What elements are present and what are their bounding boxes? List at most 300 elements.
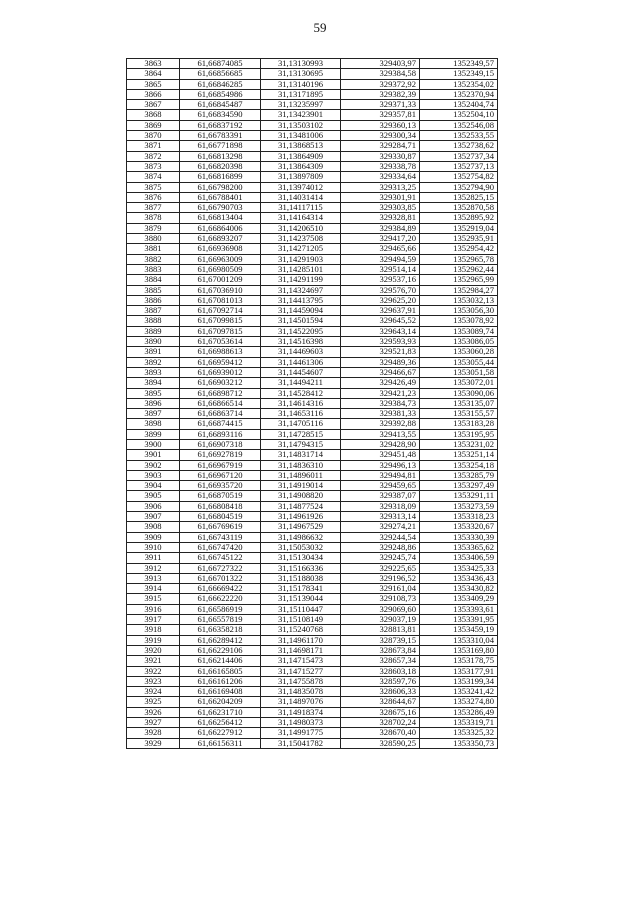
x-coordinate-cell: 329161,04 — [341, 584, 420, 594]
latitude-cell: 61,66820398 — [180, 161, 261, 171]
table-row — [127, 306, 498, 316]
y-coordinate-cell: 1353090,06 — [420, 388, 498, 398]
x-coordinate-cell: 328644,67 — [341, 697, 420, 707]
x-coordinate-cell: 328606,33 — [341, 687, 420, 697]
x-coordinate-cell: 329421,23 — [341, 388, 420, 398]
longitude-cell: 31,13503102 — [261, 120, 341, 130]
y-coordinate-cell: 1353055,44 — [420, 357, 498, 367]
y-coordinate-cell: 1353330,39 — [420, 532, 498, 542]
x-coordinate-cell: 329037,19 — [341, 615, 420, 625]
point-number-cell: 3898 — [127, 419, 180, 429]
latitude-cell: 61,66963009 — [180, 254, 261, 264]
x-coordinate-cell: 329108,73 — [341, 594, 420, 604]
y-coordinate-cell: 1352962,44 — [420, 264, 498, 274]
x-coordinate-cell: 329465,66 — [341, 244, 420, 254]
latitude-cell: 61,66874415 — [180, 419, 261, 429]
longitude-cell: 31,14986632 — [261, 532, 341, 542]
longitude-cell: 31,15108149 — [261, 615, 341, 625]
y-coordinate-cell: 1353231,02 — [420, 439, 498, 449]
longitude-cell: 31,14831714 — [261, 450, 341, 460]
longitude-cell: 31,14967529 — [261, 522, 341, 532]
point-number-cell: 3863 — [127, 59, 180, 69]
x-coordinate-cell: 329196,52 — [341, 573, 420, 583]
latitude-cell: 61,66798200 — [180, 182, 261, 192]
point-number-cell: 3925 — [127, 697, 180, 707]
latitude-cell: 61,66745122 — [180, 553, 261, 563]
point-number-cell: 3897 — [127, 409, 180, 419]
x-coordinate-cell: 328597,76 — [341, 676, 420, 686]
x-coordinate-cell: 328675,16 — [341, 707, 420, 717]
point-number-cell: 3909 — [127, 532, 180, 542]
x-coordinate-cell: 328670,40 — [341, 728, 420, 738]
table-row — [127, 738, 498, 748]
point-number-cell: 3882 — [127, 254, 180, 264]
latitude-cell: 61,66854986 — [180, 89, 261, 99]
x-coordinate-cell: 328739,15 — [341, 635, 420, 645]
latitude-cell: 61,66846285 — [180, 79, 261, 89]
longitude-cell: 31,14454607 — [261, 367, 341, 377]
x-coordinate-cell: 329387,07 — [341, 491, 420, 501]
y-coordinate-cell: 1353406,59 — [420, 553, 498, 563]
table-row — [127, 553, 498, 563]
latitude-cell: 61,66893207 — [180, 234, 261, 244]
table-row — [127, 316, 498, 326]
point-number-cell: 3915 — [127, 594, 180, 604]
latitude-cell: 61,66870519 — [180, 491, 261, 501]
longitude-cell: 31,13864909 — [261, 151, 341, 161]
longitude-cell: 31,14469603 — [261, 347, 341, 357]
latitude-cell: 61,66837192 — [180, 120, 261, 130]
latitude-cell: 61,66874085 — [180, 59, 261, 69]
longitude-cell: 31,14918374 — [261, 707, 341, 717]
point-number-cell: 3912 — [127, 563, 180, 573]
point-number-cell: 3904 — [127, 481, 180, 491]
table-row — [127, 481, 498, 491]
point-number-cell: 3907 — [127, 512, 180, 522]
y-coordinate-cell: 1352965,99 — [420, 275, 498, 285]
x-coordinate-cell: 329274,21 — [341, 522, 420, 532]
y-coordinate-cell: 1352349,15 — [420, 69, 498, 79]
point-number-cell: 3911 — [127, 553, 180, 563]
table-row — [127, 707, 498, 717]
longitude-cell: 31,13140196 — [261, 79, 341, 89]
table-body — [127, 59, 498, 749]
y-coordinate-cell: 1352354,02 — [420, 79, 498, 89]
latitude-cell: 61,66788401 — [180, 192, 261, 202]
y-coordinate-cell: 1352919,04 — [420, 223, 498, 233]
point-number-cell: 3921 — [127, 656, 180, 666]
latitude-cell: 61,67099815 — [180, 316, 261, 326]
table-row — [127, 347, 498, 357]
table-row — [127, 563, 498, 573]
longitude-cell: 31,14836310 — [261, 460, 341, 470]
longitude-cell: 31,14291903 — [261, 254, 341, 264]
x-coordinate-cell: 329313,14 — [341, 512, 420, 522]
latitude-cell: 61,66959412 — [180, 357, 261, 367]
longitude-cell: 31,14271205 — [261, 244, 341, 254]
x-coordinate-cell: 329489,36 — [341, 357, 420, 367]
longitude-cell: 31,14961170 — [261, 635, 341, 645]
latitude-cell: 61,66988613 — [180, 347, 261, 357]
y-coordinate-cell: 1353135,07 — [420, 398, 498, 408]
x-coordinate-cell: 329637,91 — [341, 306, 420, 316]
x-coordinate-cell: 329459,65 — [341, 481, 420, 491]
longitude-cell: 31,14237508 — [261, 234, 341, 244]
x-coordinate-cell: 329645,52 — [341, 316, 420, 326]
latitude-cell: 61,67092714 — [180, 306, 261, 316]
x-coordinate-cell: 329301,91 — [341, 192, 420, 202]
latitude-cell: 61,66214406 — [180, 656, 261, 666]
x-coordinate-cell: 329069,60 — [341, 604, 420, 614]
point-number-cell: 3867 — [127, 100, 180, 110]
x-coordinate-cell: 329417,20 — [341, 234, 420, 244]
table-row — [127, 573, 498, 583]
y-coordinate-cell: 1353177,91 — [420, 666, 498, 676]
y-coordinate-cell: 1352404,74 — [420, 100, 498, 110]
x-coordinate-cell: 329392,88 — [341, 419, 420, 429]
longitude-cell: 31,13130695 — [261, 69, 341, 79]
y-coordinate-cell: 1352754,82 — [420, 172, 498, 182]
y-coordinate-cell: 1352349,57 — [420, 59, 498, 69]
point-number-cell: 3905 — [127, 491, 180, 501]
y-coordinate-cell: 1353199,34 — [420, 676, 498, 686]
point-number-cell: 3903 — [127, 470, 180, 480]
longitude-cell: 31,15188038 — [261, 573, 341, 583]
y-coordinate-cell: 1352370,94 — [420, 89, 498, 99]
x-coordinate-cell: 329313,25 — [341, 182, 420, 192]
x-coordinate-cell: 329426,49 — [341, 378, 420, 388]
x-coordinate-cell: 329537,16 — [341, 275, 420, 285]
latitude-cell: 61,67001209 — [180, 275, 261, 285]
y-coordinate-cell: 1352737,34 — [420, 151, 498, 161]
latitude-cell: 61,66743119 — [180, 532, 261, 542]
y-coordinate-cell: 1353060,28 — [420, 347, 498, 357]
y-coordinate-cell: 1353086,05 — [420, 337, 498, 347]
latitude-cell: 61,66747420 — [180, 542, 261, 552]
x-coordinate-cell: 328603,18 — [341, 666, 420, 676]
x-coordinate-cell: 329576,70 — [341, 285, 420, 295]
point-number-cell: 3922 — [127, 666, 180, 676]
table-row — [127, 203, 498, 213]
page-number: 59 — [313, 20, 327, 35]
y-coordinate-cell: 1353032,13 — [420, 295, 498, 305]
point-number-cell: 3900 — [127, 439, 180, 449]
longitude-cell: 31,14459094 — [261, 306, 341, 316]
x-coordinate-cell: 329334,64 — [341, 172, 420, 182]
point-number-cell: 3896 — [127, 398, 180, 408]
x-coordinate-cell: 329303,85 — [341, 203, 420, 213]
point-number-cell: 3908 — [127, 522, 180, 532]
point-number-cell: 3894 — [127, 378, 180, 388]
latitude-cell: 61,67097815 — [180, 326, 261, 336]
latitude-cell: 61,66358218 — [180, 625, 261, 635]
point-number-cell: 3878 — [127, 213, 180, 223]
y-coordinate-cell: 1353051,58 — [420, 367, 498, 377]
longitude-cell: 31,14413795 — [261, 295, 341, 305]
y-coordinate-cell: 1353430,82 — [420, 584, 498, 594]
table-row — [127, 254, 498, 264]
latitude-cell: 61,66927819 — [180, 450, 261, 460]
point-number-cell: 3876 — [127, 192, 180, 202]
table-row — [127, 450, 498, 460]
y-coordinate-cell: 1352738,62 — [420, 141, 498, 151]
latitude-cell: 61,66935720 — [180, 481, 261, 491]
longitude-cell: 31,14919014 — [261, 481, 341, 491]
x-coordinate-cell: 329413,55 — [341, 429, 420, 439]
x-coordinate-cell: 329381,33 — [341, 409, 420, 419]
y-coordinate-cell: 1353195,95 — [420, 429, 498, 439]
x-coordinate-cell: 329318,09 — [341, 501, 420, 511]
table-row — [127, 326, 498, 336]
x-coordinate-cell: 329248,86 — [341, 542, 420, 552]
longitude-cell: 31,14614316 — [261, 398, 341, 408]
longitude-cell: 31,13868513 — [261, 141, 341, 151]
table-row — [127, 491, 498, 501]
longitude-cell: 31,13897809 — [261, 172, 341, 182]
x-coordinate-cell: 329330,87 — [341, 151, 420, 161]
latitude-cell: 61,66769619 — [180, 522, 261, 532]
point-number-cell: 3868 — [127, 110, 180, 120]
table-row — [127, 378, 498, 388]
y-coordinate-cell: 1353365,62 — [420, 542, 498, 552]
longitude-cell: 31,14698171 — [261, 645, 341, 655]
latitude-cell: 61,66864006 — [180, 223, 261, 233]
point-number-cell: 3872 — [127, 151, 180, 161]
table-row — [127, 388, 498, 398]
table-row — [127, 419, 498, 429]
point-number-cell: 3920 — [127, 645, 180, 655]
x-coordinate-cell: 329225,65 — [341, 563, 420, 573]
latitude-cell: 61,66790703 — [180, 203, 261, 213]
longitude-cell: 31,14980373 — [261, 718, 341, 728]
latitude-cell: 61,66863714 — [180, 409, 261, 419]
longitude-cell: 31,13235997 — [261, 100, 341, 110]
x-coordinate-cell: 329403,97 — [341, 59, 420, 69]
table-row — [127, 470, 498, 480]
point-number-cell: 3924 — [127, 687, 180, 697]
latitude-cell: 61,66813404 — [180, 213, 261, 223]
table-row — [127, 161, 498, 171]
table-row — [127, 275, 498, 285]
longitude-cell: 31,14715277 — [261, 666, 341, 676]
latitude-cell: 61,66231710 — [180, 707, 261, 717]
latitude-cell: 61,66289412 — [180, 635, 261, 645]
y-coordinate-cell: 1352737,13 — [420, 161, 498, 171]
point-number-cell: 3910 — [127, 542, 180, 552]
table-row — [127, 151, 498, 161]
y-coordinate-cell: 1352935,91 — [420, 234, 498, 244]
y-coordinate-cell: 1353318,23 — [420, 512, 498, 522]
y-coordinate-cell: 1352533,55 — [420, 131, 498, 141]
table-row — [127, 584, 498, 594]
table-row — [127, 532, 498, 542]
x-coordinate-cell: 329384,89 — [341, 223, 420, 233]
longitude-cell: 31,14516398 — [261, 337, 341, 347]
y-coordinate-cell: 1353425,33 — [420, 563, 498, 573]
table-row — [127, 234, 498, 244]
longitude-cell: 31,14794315 — [261, 439, 341, 449]
point-number-cell: 3886 — [127, 295, 180, 305]
table-row — [127, 59, 498, 69]
latitude-cell: 61,66557819 — [180, 615, 261, 625]
x-coordinate-cell: 328813,81 — [341, 625, 420, 635]
x-coordinate-cell: 329514,14 — [341, 264, 420, 274]
table-row — [127, 357, 498, 367]
y-coordinate-cell: 1353078,92 — [420, 316, 498, 326]
table-row — [127, 172, 498, 182]
longitude-cell: 31,14908820 — [261, 491, 341, 501]
x-coordinate-cell: 329521,83 — [341, 347, 420, 357]
coordinate-table-container — [126, 58, 497, 749]
longitude-cell: 31,14164314 — [261, 213, 341, 223]
latitude-cell: 61,66936908 — [180, 244, 261, 254]
point-number-cell: 3870 — [127, 131, 180, 141]
table-row — [127, 460, 498, 470]
latitude-cell: 61,67036910 — [180, 285, 261, 295]
longitude-cell: 31,13171895 — [261, 89, 341, 99]
latitude-cell: 61,66161206 — [180, 676, 261, 686]
point-number-cell: 3877 — [127, 203, 180, 213]
y-coordinate-cell: 1352794,90 — [420, 182, 498, 192]
point-number-cell: 3926 — [127, 707, 180, 717]
longitude-cell: 31,13974012 — [261, 182, 341, 192]
table-row — [127, 604, 498, 614]
latitude-cell: 61,66156311 — [180, 738, 261, 748]
y-coordinate-cell: 1353350,73 — [420, 738, 498, 748]
point-number-cell: 3865 — [127, 79, 180, 89]
table-row — [127, 645, 498, 655]
longitude-cell: 31,14501594 — [261, 316, 341, 326]
point-number-cell: 3875 — [127, 182, 180, 192]
longitude-cell: 31,14715473 — [261, 656, 341, 666]
y-coordinate-cell: 1353436,43 — [420, 573, 498, 583]
x-coordinate-cell: 329428,90 — [341, 439, 420, 449]
latitude-cell: 61,66771898 — [180, 141, 261, 151]
table-row — [127, 501, 498, 511]
y-coordinate-cell: 1353254,18 — [420, 460, 498, 470]
point-number-cell: 3901 — [127, 450, 180, 460]
y-coordinate-cell: 1353286,49 — [420, 707, 498, 717]
y-coordinate-cell: 1352965,78 — [420, 254, 498, 264]
y-coordinate-cell: 1353391,95 — [420, 615, 498, 625]
y-coordinate-cell: 1353319,71 — [420, 718, 498, 728]
longitude-cell: 31,14031414 — [261, 192, 341, 202]
y-coordinate-cell: 1353155,57 — [420, 409, 498, 419]
longitude-cell: 31,14285101 — [261, 264, 341, 274]
longitude-cell: 31,14755878 — [261, 676, 341, 686]
table-row — [127, 542, 498, 552]
y-coordinate-cell: 1353310,04 — [420, 635, 498, 645]
table-row — [127, 285, 498, 295]
table-row — [127, 120, 498, 130]
latitude-cell: 61,66727322 — [180, 563, 261, 573]
y-coordinate-cell: 1353072,01 — [420, 378, 498, 388]
x-coordinate-cell: 329284,71 — [341, 141, 420, 151]
table-row — [127, 429, 498, 439]
point-number-cell: 3919 — [127, 635, 180, 645]
table-row — [127, 213, 498, 223]
longitude-cell: 31,14324697 — [261, 285, 341, 295]
table-row — [127, 718, 498, 728]
latitude-cell: 61,66229106 — [180, 645, 261, 655]
table-row — [127, 522, 498, 532]
y-coordinate-cell: 1353320,67 — [420, 522, 498, 532]
table-row — [127, 439, 498, 449]
latitude-cell: 61,66808418 — [180, 501, 261, 511]
x-coordinate-cell: 329496,13 — [341, 460, 420, 470]
point-number-cell: 3869 — [127, 120, 180, 130]
longitude-cell: 31,14877524 — [261, 501, 341, 511]
point-number-cell: 3906 — [127, 501, 180, 511]
table-row — [127, 69, 498, 79]
longitude-cell: 31,13130993 — [261, 59, 341, 69]
point-number-cell: 3874 — [127, 172, 180, 182]
x-coordinate-cell: 329643,14 — [341, 326, 420, 336]
longitude-cell: 31,14653116 — [261, 409, 341, 419]
latitude-cell: 61,67081013 — [180, 295, 261, 305]
table-row — [127, 100, 498, 110]
coordinate-table — [126, 58, 498, 749]
y-coordinate-cell: 1352895,92 — [420, 213, 498, 223]
point-number-cell: 3884 — [127, 275, 180, 285]
longitude-cell: 31,15166336 — [261, 563, 341, 573]
point-number-cell: 3883 — [127, 264, 180, 274]
table-row — [127, 244, 498, 254]
point-number-cell: 3879 — [127, 223, 180, 233]
x-coordinate-cell: 328673,84 — [341, 645, 420, 655]
y-coordinate-cell: 1353251,14 — [420, 450, 498, 460]
longitude-cell: 31,13481006 — [261, 131, 341, 141]
longitude-cell: 31,14835078 — [261, 687, 341, 697]
table-row — [127, 625, 498, 635]
latitude-cell: 61,66893116 — [180, 429, 261, 439]
table-row — [127, 141, 498, 151]
point-number-cell: 3871 — [127, 141, 180, 151]
longitude-cell: 31,15041782 — [261, 738, 341, 748]
x-coordinate-cell: 329494,81 — [341, 470, 420, 480]
longitude-cell: 31,13423901 — [261, 110, 341, 120]
table-row — [127, 512, 498, 522]
x-coordinate-cell: 329357,81 — [341, 110, 420, 120]
y-coordinate-cell: 1353409,29 — [420, 594, 498, 604]
table-row — [127, 728, 498, 738]
latitude-cell: 61,66903212 — [180, 378, 261, 388]
table-row — [127, 223, 498, 233]
longitude-cell: 31,14206510 — [261, 223, 341, 233]
point-number-cell: 3890 — [127, 337, 180, 347]
point-number-cell: 3889 — [127, 326, 180, 336]
x-coordinate-cell: 329384,58 — [341, 69, 420, 79]
x-coordinate-cell: 329384,73 — [341, 398, 420, 408]
latitude-cell: 61,66586919 — [180, 604, 261, 614]
y-coordinate-cell: 1353291,11 — [420, 491, 498, 501]
point-number-cell: 3899 — [127, 429, 180, 439]
x-coordinate-cell: 329625,20 — [341, 295, 420, 305]
latitude-cell: 61,66783391 — [180, 131, 261, 141]
point-number-cell: 3917 — [127, 615, 180, 625]
table-row — [127, 666, 498, 676]
point-number-cell: 3881 — [127, 244, 180, 254]
point-number-cell: 3913 — [127, 573, 180, 583]
x-coordinate-cell: 329372,92 — [341, 79, 420, 89]
latitude-cell: 61,66866514 — [180, 398, 261, 408]
y-coordinate-cell: 1353297,49 — [420, 481, 498, 491]
longitude-cell: 31,15053032 — [261, 542, 341, 552]
latitude-cell: 61,66845487 — [180, 100, 261, 110]
point-number-cell: 3902 — [127, 460, 180, 470]
longitude-cell: 31,14896011 — [261, 470, 341, 480]
latitude-cell: 61,66967120 — [180, 470, 261, 480]
